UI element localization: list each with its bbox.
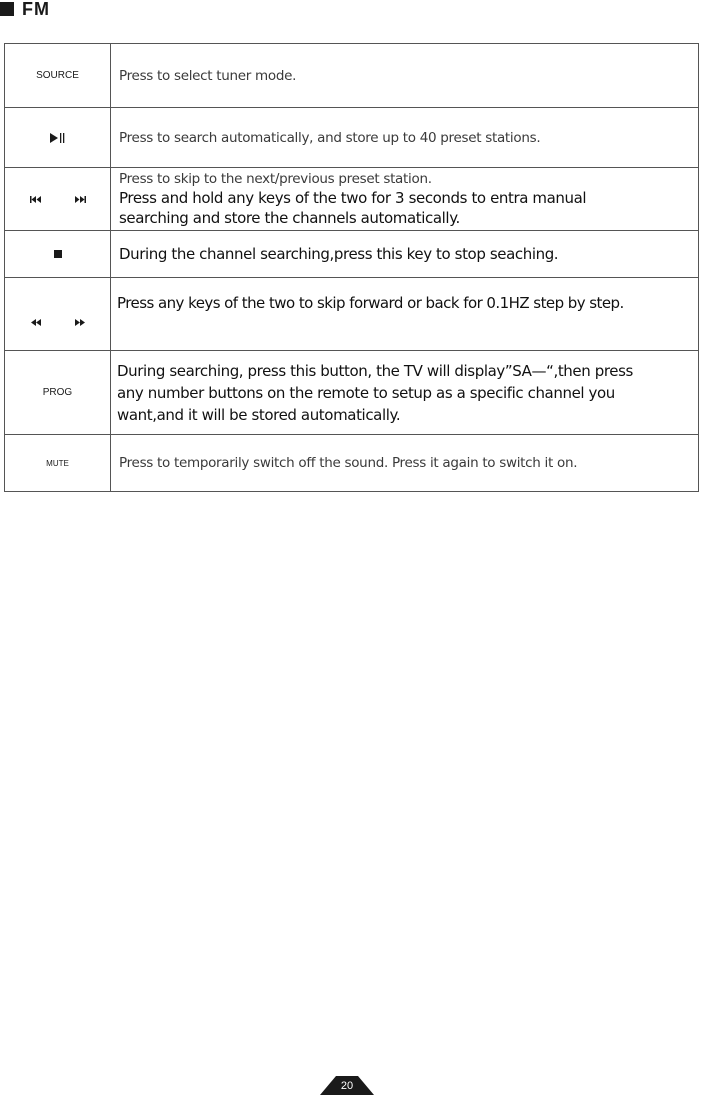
fm-controls-table — [4, 43, 699, 492]
table-row — [5, 108, 698, 168]
description-line: searching and store the channels automatically. — [119, 208, 460, 227]
description-cell — [111, 44, 698, 107]
description-cell — [111, 168, 698, 230]
description-cell — [111, 278, 698, 350]
rewind-icon — [31, 319, 41, 326]
key-cell-mute — [5, 435, 111, 491]
page-number-tab — [320, 1076, 374, 1095]
description-line: any number buttons on the remote to setup as a specific channel you — [117, 383, 615, 402]
key-cell-stop — [5, 231, 111, 277]
skip-previous-icon — [30, 196, 41, 203]
description-cell — [111, 435, 698, 491]
section-marker-square — [0, 2, 14, 16]
section-title: FM — [22, 0, 50, 19]
mute-key-label: MUTE — [46, 458, 69, 468]
play-pause-icon — [50, 133, 66, 143]
description-line: Press to skip to the next/previous preset station. — [119, 170, 432, 187]
description-cell — [111, 351, 698, 434]
key-cell-prog — [5, 351, 111, 434]
description-cell — [111, 108, 698, 167]
section-header — [0, 0, 50, 18]
description-line: Press to temporarily switch off the sound. Press it again to switch it on. — [119, 455, 578, 471]
key-cell-source — [5, 44, 111, 107]
key-cell-seek — [5, 278, 111, 350]
description-line: Press any keys of the two to skip forward or back for 0.1HZ step by step. — [117, 294, 624, 312]
source-key-label: SOURCE — [36, 70, 79, 81]
key-cell-skip — [5, 168, 111, 230]
description-line: want,and it will be stored automatically. — [117, 405, 401, 424]
key-cell-play-pause — [5, 108, 111, 167]
description-line: Press to select tuner mode. — [119, 67, 297, 84]
table-row — [5, 351, 698, 435]
stop-icon — [54, 250, 62, 258]
skip-next-icon — [75, 196, 86, 203]
table-row — [5, 44, 698, 108]
prog-key-label: PROG — [42, 387, 73, 398]
description-line: During the channel searching,press this key to stop seaching. — [119, 245, 559, 263]
fast-forward-icon — [75, 319, 85, 326]
table-row — [5, 231, 698, 278]
table-row — [5, 435, 698, 491]
description-line: Press to search automatically, and store up to 40 preset stations. — [119, 129, 541, 146]
table-row — [5, 168, 698, 231]
description-cell — [111, 231, 698, 277]
table-row — [5, 278, 698, 351]
description-line: Press and hold any keys of the two for 3 seconds to entra manual — [119, 188, 587, 207]
page-number: 20 — [340, 1080, 354, 1092]
description-line: During searching, press this button, the TV will display”SA—“,then press — [117, 361, 633, 380]
